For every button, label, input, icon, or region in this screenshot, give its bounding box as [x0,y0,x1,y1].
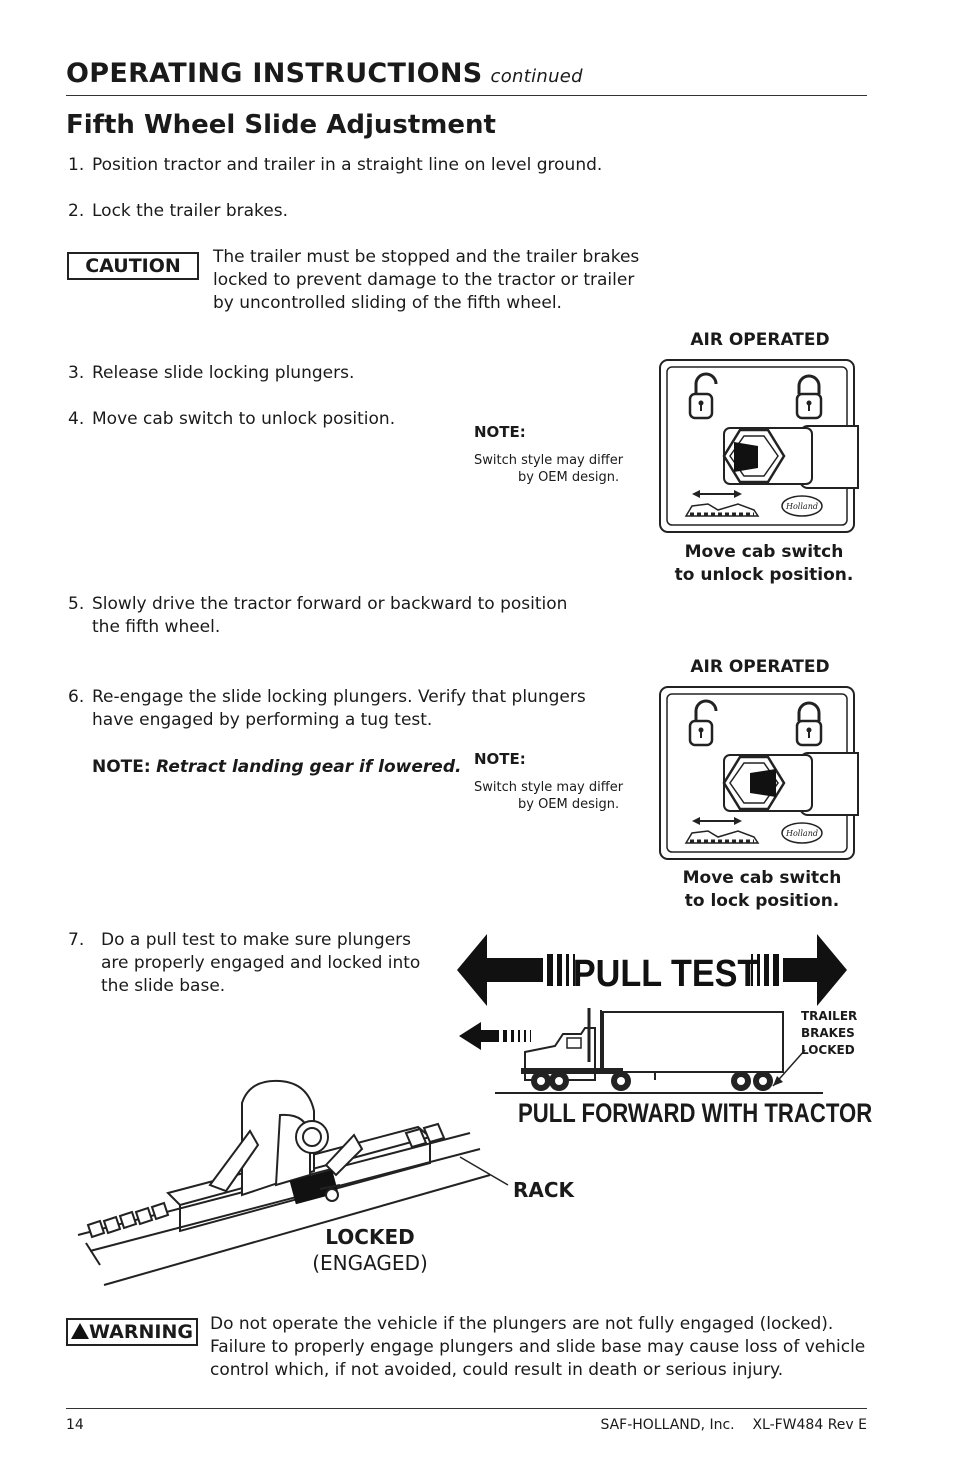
switch1-heading: AIR OPERATED [690,330,830,350]
step-7-text: the slide base. [101,976,226,996]
step-5 [68,593,567,639]
locked-label [295,1224,445,1276]
switch2-note-line: by OEM design. [518,797,620,812]
trailer-brakes-line: TRAILER [801,1009,858,1023]
step-1-num: 1. [68,155,85,175]
step-7 [68,929,420,998]
lock-padlock-icon [797,703,821,745]
step-4 [68,408,395,431]
step-2-text: Lock the trailer brakes. [92,201,288,221]
switch1-caption-line: to unlock position. [674,565,854,585]
header-rule [66,95,867,96]
warning-triangle-icon [71,1323,89,1339]
section-label: OPERATING INSTRUCTIONS [66,58,483,89]
trailer-brakes-line: BRAKES [801,1026,855,1040]
step-4-text: Move cab switch to unlock position. [92,409,396,429]
holland-logo-text: Holland [786,829,818,838]
unlock-padlock-icon [690,701,716,745]
page-number: 14 [66,1417,84,1433]
warning-label: WARNING [89,1321,193,1343]
warning-line: control which, if not avoided, could result in death or serious injury. [210,1360,784,1380]
step-3-text: Release slide locking plungers. [92,363,355,383]
step-1-text: Position tractor and trailer in a straight line on level ground. [92,155,603,175]
switch1-note-line: Switch style may differ [474,453,624,468]
holland-logo-text: Holland [786,502,818,511]
step-6-num: 6. [68,687,85,707]
unlock-padlock-icon [690,374,716,418]
switch1-caption-line: Move cab switch [684,542,844,562]
plunger-bracket-icon [210,1081,362,1195]
step-2 [68,200,288,223]
slide-direction-icon [686,490,758,516]
step-6-note-label: NOTE: [92,757,151,777]
step-6-text: Re-engage the slide locking plungers. Verify that plungers [92,687,586,707]
warning-text [210,1313,865,1382]
step-7-text: Do a pull test to make sure plungers [101,930,412,950]
step-7-text: are properly engaged and locked into [101,953,421,973]
switch2-note-line: Switch style may differ [474,780,624,795]
step-4-num: 4. [68,409,85,429]
trailer-brakes-label [801,1008,857,1059]
engaged-text: (ENGAGED) [312,1251,428,1275]
caution-line: locked to prevent damage to the tractor or trailer [213,270,635,290]
step-3-num: 3. [68,363,85,383]
switch1-panel [658,358,860,534]
tractor-trailer-icon [495,1008,823,1093]
switch1-caption [664,541,864,587]
trailer-brakes-line: LOCKED [801,1043,855,1057]
continued-label: continued [490,66,583,87]
switch1-note-line: by OEM design. [518,470,620,485]
switch-knob-unlock [724,428,812,484]
switch2-caption-line: to lock position. [684,891,840,911]
step-3 [68,362,354,385]
section-title [66,58,583,89]
step-7-num: 7. [68,930,85,950]
switch2-caption-line: Move cab switch [682,868,842,888]
step-6-note-text: Retract landing gear if lowered. [156,757,462,777]
warning-badge [66,1318,198,1346]
step-2-num: 2. [68,201,85,221]
switch2-note-label: NOTE: [474,750,526,768]
step-6 [68,686,586,732]
footer-doc-id: XL-FW484 Rev E [752,1417,867,1433]
rack-label: RACK [513,1178,575,1202]
footer-doc [600,1417,867,1433]
switch1-note-label: NOTE: [474,423,526,441]
pull-test-title: PULL TEST [572,951,759,995]
caution-line: by uncontrolled sliding of the fifth wheel. [213,293,562,313]
switch2-panel [658,685,860,861]
switch-knob-lock [724,755,812,811]
lock-padlock-icon [797,376,821,418]
caution-line: The trailer must be stopped and the trailer brakes [213,247,640,267]
page-title: Fifth Wheel Slide Adjustment [66,110,496,140]
warning-line: Do not operate the vehicle if the plungers are not fully engaged (locked). [210,1314,834,1334]
step-5-text: Slowly drive the tractor forward or backward to position [92,594,568,614]
caution-badge: CAUTION [67,252,199,280]
pull-forward-label: PULL FORWARD WITH TRACTOR [518,1098,873,1128]
step-1 [68,154,602,177]
footer-rule [66,1408,867,1409]
caution-text [213,246,639,315]
switch2-caption [662,867,862,913]
step-5-num: 5. [68,594,85,614]
footer-company: SAF-HOLLAND, Inc. [600,1417,735,1433]
step-5-text: the fifth wheel. [92,617,221,637]
switch2-heading: AIR OPERATED [690,657,830,677]
motion-arrow-icon [459,1022,531,1050]
step-6-note [92,756,461,779]
warning-line: Failure to properly engage plungers and slide base may cause loss of vehicle [210,1337,866,1357]
locked-text: LOCKED [325,1225,415,1249]
step-6-text: have engaged by performing a tug test. [92,710,433,730]
slide-direction-icon [686,817,758,843]
